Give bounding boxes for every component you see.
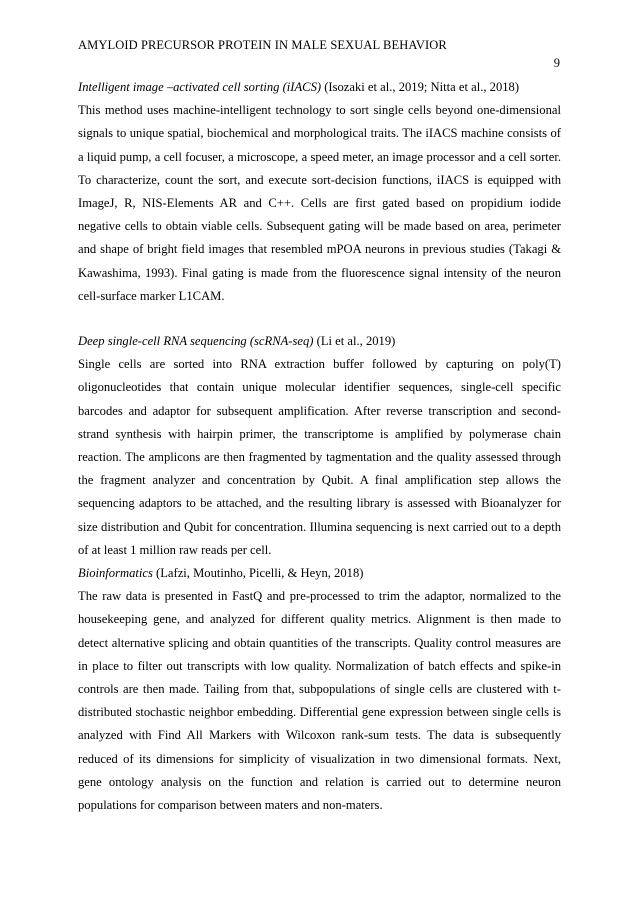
section-citation: (Lafzi, Moutinho, Picelli, & Heyn, 2018)	[152, 566, 364, 580]
section-citation: (Li et al., 2019)	[313, 334, 396, 348]
section-body: Single cells are sorted into RNA extraction buffer followed by capturing on poly(T) oligonucleotides that contain unique molecular identifier sequences, single-cell specific barcodes and adaptor for subsequent amplification. After reverse transcription and second-strand synthesis with hairpin primer, the transcriptome is amplified by polymerase chain reaction. The amplicons are then fragmented by tagmentation and the quality assessed through the fragment analyzer and concentration by Qubit. A final amplification step allows the sequencing adaptors to be attached, and the resulting library is assessed with Bioanalyzer for size distribution and Qubit for concentration. Illumina sequencing is next carried out to a depth of at least 1 million raw reads per cell.	[78, 357, 561, 557]
section-body: This method uses machine-intelligent technology to sort single cells beyond one-dimensional signals to unique spatial, biochemical and morphological traits. The iIACS machine consists of a liquid pump, a cell focuser, a microscope, a speed meter, an image processor and a cell sorter. To characterize, count the sort, and execute sort-decision functions, iIACS is equipped with ImageJ, R, NIS-Elements AR and C++. Cells are first gated based on propidium iodide negative cells to obtain viable cells. Subsequent gating will be made based on area, perimeter and shape of bright field images that resembled mPOA neurons in previous studies (Takagi & Kawashima, 1993). Final gating is made from the fluorescence signal intensity of the neuron cell-surface marker L1CAM.	[78, 103, 561, 303]
section-bioinformatics	[78, 562, 561, 817]
section-heading	[78, 76, 561, 99]
section-citation: (Isozaki et al., 2019; Nitta et al., 2018)	[321, 80, 520, 94]
section-title: Bioinformatics	[78, 566, 153, 580]
section-body: The raw data is presented in FastQ and pre-processed to trim the adaptor, normalized to the housekeeping gene, and analyzed for different quality metrics. Alignment is then made to detect alternative splicing and obtain quantities of the transcripts. Quality control measures are in place to filter out transcripts with low quality. Normalization of batch effects and spike-in controls are then made. Tailing from that, subpopulations of single cells are clustered with t-distributed stochastic neighbor embedding. Differential gene expression between single cells is analyzed with Find All Markers with Wilcoxon rank-sum tests. The data is subsequently reduced of its dimensions for simplicity of visualization in two dimensional formats. Next, gene ontology analysis on the function and relation is carried out to determine neuron populations for comparison between maters and non-maters.	[78, 589, 561, 813]
section-scrna-seq	[78, 330, 561, 562]
running-head: AMYLOID PRECURSOR PROTEIN IN MALE SEXUAL BEHAVIOR	[78, 38, 447, 52]
section-heading	[78, 330, 561, 353]
section-title: Intelligent image –activated cell sorting (iIACS)	[78, 80, 322, 94]
section-heading	[78, 562, 561, 585]
section-iiacs	[78, 76, 561, 308]
page-number: 9	[553, 56, 560, 70]
section-title: Deep single-cell RNA sequencing (scRNA-seq)	[78, 334, 314, 348]
